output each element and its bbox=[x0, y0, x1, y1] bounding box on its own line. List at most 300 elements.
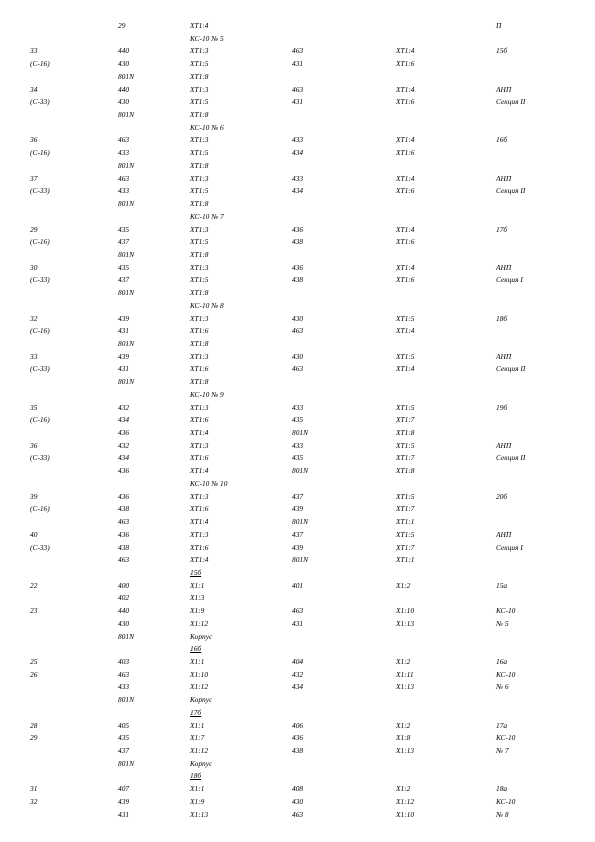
terminal-cell-2: ХТ1:6 bbox=[396, 59, 415, 69]
wire-number-cell-2: 436 bbox=[292, 224, 304, 234]
wire-number-cell-2: 436 bbox=[292, 262, 304, 272]
wire-number-cell-2: 404 bbox=[292, 657, 304, 666]
wire-number-cell: 430 bbox=[118, 97, 130, 107]
destination-cell: Секция II bbox=[496, 453, 526, 463]
table-row bbox=[0, 722, 595, 734]
table-row bbox=[0, 353, 595, 365]
terminal-cell-2: ХТ1:5 bbox=[396, 529, 415, 539]
terminal-cell: Х1:1 bbox=[190, 720, 205, 730]
destination-cell: № 5 bbox=[496, 618, 509, 628]
table-row bbox=[0, 734, 595, 746]
line-number-cell: (С-16) bbox=[30, 326, 50, 336]
terminal-cell: ХТ1:6 bbox=[190, 542, 209, 552]
terminal-cell-2: ХТ1:8 bbox=[396, 428, 415, 438]
terminal-cell: Корпус bbox=[190, 695, 213, 705]
terminal-cell: ХТ1:8 bbox=[190, 249, 209, 259]
destination-cell: КС-10 bbox=[496, 796, 516, 806]
terminal-cell: ХТ1:8 bbox=[190, 199, 209, 209]
wire-number-cell-2: 436 bbox=[292, 733, 304, 743]
terminal-cell-2: ХТ1:5 bbox=[396, 402, 415, 412]
wire-number-cell: 435 bbox=[118, 733, 130, 743]
terminal-cell: ХТ1:6 bbox=[190, 415, 209, 425]
destination-cell: 16а bbox=[496, 657, 508, 666]
terminal-cell: ХТ1:8 bbox=[190, 288, 209, 298]
table-row bbox=[0, 416, 595, 428]
terminal-cell-2: ХТ1:7 bbox=[396, 415, 415, 425]
table-row bbox=[0, 200, 595, 212]
terminal-cell: КС-10 № 8 bbox=[190, 300, 224, 310]
destination-cell: АНП bbox=[496, 84, 512, 94]
table-row bbox=[0, 226, 595, 238]
terminal-cell-2: ХТ1:7 bbox=[396, 453, 415, 463]
table-row bbox=[0, 772, 595, 784]
table-row bbox=[0, 289, 595, 301]
table-row bbox=[0, 594, 595, 606]
wire-number-cell: 432 bbox=[118, 402, 130, 412]
destination-cell: КС-10 bbox=[496, 669, 516, 679]
line-number-cell: 32 bbox=[30, 796, 38, 806]
terminal-cell-2: ХТ1:5 bbox=[396, 351, 415, 361]
wire-number-cell-2: 463 bbox=[292, 84, 304, 94]
table-row bbox=[0, 633, 595, 645]
table-row bbox=[0, 518, 595, 530]
terminal-cell: ХТ1:4 bbox=[190, 555, 209, 565]
wire-number-cell-2: 435 bbox=[292, 453, 304, 463]
wire-number-cell: 432 bbox=[118, 440, 130, 450]
wire-number-cell-2: 438 bbox=[292, 275, 304, 285]
table-row bbox=[0, 213, 595, 225]
line-number-cell: 40 bbox=[30, 529, 38, 539]
table-row bbox=[0, 696, 595, 708]
table-row bbox=[0, 683, 595, 695]
destination-cell: Секция I bbox=[496, 542, 523, 552]
terminal-cell: Корпус bbox=[190, 631, 213, 641]
destination-cell: Секция II bbox=[496, 364, 526, 374]
terminal-cell: ХТ1:3 bbox=[190, 135, 209, 145]
wire-number-cell: 439 bbox=[118, 796, 130, 806]
terminal-cell: ХТ1:3 bbox=[190, 84, 209, 94]
wire-number-cell-2: 434 bbox=[292, 148, 304, 158]
terminal-cell: ХТ1:3 bbox=[190, 173, 209, 183]
wire-number-cell: 407 bbox=[118, 784, 130, 794]
terminal-cell-2: Х1:2 bbox=[396, 720, 411, 730]
terminal-cell: ХТ1:4 bbox=[190, 466, 209, 476]
destination-cell: Секция I bbox=[496, 275, 523, 285]
wire-number-cell-2: 431 bbox=[292, 59, 304, 69]
destination-cell: 17а bbox=[496, 720, 508, 730]
line-number-cell: 25 bbox=[30, 657, 38, 666]
table-row bbox=[0, 569, 595, 581]
terminal-cell: ХТ1:6 bbox=[190, 453, 209, 463]
table-row bbox=[0, 505, 595, 517]
wire-number-cell: 801N bbox=[118, 110, 135, 120]
wire-number-cell: 29 bbox=[118, 21, 126, 30]
table-row bbox=[0, 454, 595, 466]
wire-number-cell: 463 bbox=[118, 135, 130, 145]
terminal-cell: Х1:1 bbox=[190, 657, 205, 666]
wire-number-cell: 430 bbox=[118, 59, 130, 69]
table-row bbox=[0, 747, 595, 759]
terminal-cell: КС-10 № 10 bbox=[190, 478, 228, 488]
terminal-cell-2: Х1:2 bbox=[396, 784, 411, 794]
table-row bbox=[0, 785, 595, 797]
terminal-cell: ХТ1:3 bbox=[190, 402, 209, 412]
destination-cell: Секция II bbox=[496, 97, 526, 107]
terminal-cell: КС-10 № 6 bbox=[190, 122, 224, 132]
line-number-cell: (С-16) bbox=[30, 415, 50, 425]
terminal-cell-2: ХТ1:7 bbox=[396, 504, 415, 514]
line-number-cell: (С-16) bbox=[30, 237, 50, 247]
wire-number-cell-2: 463 bbox=[292, 326, 304, 336]
terminal-cell-2: ХТ1:6 bbox=[396, 275, 415, 285]
table-row bbox=[0, 556, 595, 568]
terminal-cell: Х1:7 bbox=[190, 733, 205, 743]
section-heading: 18б bbox=[190, 771, 202, 781]
line-number-cell: 22 bbox=[30, 580, 38, 590]
terminal-cell-2: Х1:8 bbox=[396, 733, 411, 743]
line-number-cell: (С-16) bbox=[30, 59, 50, 69]
terminal-cell-2: ХТ1:5 bbox=[396, 440, 415, 450]
line-number-cell: 23 bbox=[30, 606, 38, 616]
table-row bbox=[0, 442, 595, 454]
table-row bbox=[0, 365, 595, 377]
terminal-cell: ХТ1:6 bbox=[190, 504, 209, 514]
wire-number-cell: 433 bbox=[118, 186, 130, 196]
wire-number-cell-2: 437 bbox=[292, 529, 304, 539]
terminal-cell-2: ХТ1:5 bbox=[396, 313, 415, 323]
wire-number-cell-2: 463 bbox=[292, 364, 304, 374]
wire-number-cell-2: 430 bbox=[292, 313, 304, 323]
terminal-cell-2: ХТ1:4 bbox=[396, 135, 415, 145]
wire-number-cell: 437 bbox=[118, 275, 130, 285]
wire-number-cell-2: 801N bbox=[292, 555, 309, 565]
line-number-cell: 36 bbox=[30, 440, 38, 450]
wire-number-cell-2: 434 bbox=[292, 186, 304, 196]
wire-number-cell: 801N bbox=[118, 758, 135, 768]
destination-cell: П bbox=[496, 21, 502, 30]
wire-number-cell: 437 bbox=[118, 237, 130, 247]
wire-number-cell: 463 bbox=[118, 669, 130, 679]
wire-number-cell: 431 bbox=[118, 809, 130, 819]
wire-number-cell-2: 433 bbox=[292, 440, 304, 450]
terminal-cell: ХТ1:4 bbox=[190, 428, 209, 438]
table-row bbox=[0, 175, 595, 187]
line-number-cell: 28 bbox=[30, 720, 38, 730]
line-number-cell: 31 bbox=[30, 784, 38, 794]
table-row bbox=[0, 238, 595, 250]
wire-number-cell-2: 463 bbox=[292, 606, 304, 616]
terminal-cell: Х1:3 bbox=[190, 593, 205, 603]
wire-number-cell-2: 433 bbox=[292, 173, 304, 183]
terminal-cell-2: ХТ1:4 bbox=[396, 46, 415, 56]
wire-number-cell: 801N bbox=[118, 160, 135, 170]
table-row bbox=[0, 760, 595, 772]
wire-number-cell-2: 401 bbox=[292, 580, 304, 590]
terminal-cell: ХТ1:5 bbox=[190, 59, 209, 69]
wire-number-cell: 801N bbox=[118, 339, 135, 348]
line-number-cell: 32 bbox=[30, 313, 38, 323]
table-row bbox=[0, 671, 595, 683]
terminal-cell-2: ХТ1:6 bbox=[396, 97, 415, 107]
wire-number-cell: 437 bbox=[118, 746, 130, 756]
wire-number-cell: 463 bbox=[118, 517, 130, 527]
wire-number-cell: 801N bbox=[118, 288, 135, 298]
terminal-cell-2: Х1:13 bbox=[396, 618, 415, 628]
table-row bbox=[0, 136, 595, 148]
table-row bbox=[0, 187, 595, 199]
table-row bbox=[0, 493, 595, 505]
wire-number-cell-2: 437 bbox=[292, 491, 304, 501]
terminal-cell: Корпус bbox=[190, 758, 213, 768]
table-row bbox=[0, 429, 595, 441]
terminal-cell: ХТ1:3 bbox=[190, 491, 209, 501]
terminal-cell: Х1:12 bbox=[190, 746, 209, 756]
wire-number-cell: 436 bbox=[118, 491, 130, 501]
line-number-cell: (С-16) bbox=[30, 504, 50, 514]
line-number-cell: (С-33) bbox=[30, 542, 50, 552]
table-row bbox=[0, 302, 595, 314]
terminal-cell-2: ХТ1:4 bbox=[396, 364, 415, 374]
wire-number-cell: 438 bbox=[118, 542, 130, 552]
table-row bbox=[0, 645, 595, 657]
wire-number-cell: 435 bbox=[118, 262, 130, 272]
terminal-cell: Х1:9 bbox=[190, 606, 205, 616]
terminal-cell: Х1:12 bbox=[190, 682, 209, 692]
wire-number-cell: 801N bbox=[118, 199, 135, 209]
wire-number-cell-2: 435 bbox=[292, 415, 304, 425]
table-row bbox=[0, 340, 595, 352]
table-row bbox=[0, 60, 595, 72]
destination-cell: АНП bbox=[496, 351, 512, 361]
terminal-cell: ХТ1:5 bbox=[190, 275, 209, 285]
line-number-cell: 29 bbox=[30, 733, 38, 743]
terminal-cell: ХТ1:8 bbox=[190, 160, 209, 170]
terminal-cell-2: ХТ1:4 bbox=[396, 326, 415, 336]
terminal-cell: ХТ1:5 bbox=[190, 148, 209, 158]
terminal-cell: ХТ1:3 bbox=[190, 46, 209, 56]
terminal-cell-2: ХТ1:6 bbox=[396, 186, 415, 196]
table-row bbox=[0, 531, 595, 543]
destination-cell: № 7 bbox=[496, 746, 509, 756]
terminal-cell-2: ХТ1:6 bbox=[396, 148, 415, 158]
wire-number-cell-2: 463 bbox=[292, 46, 304, 56]
line-number-cell: 33 bbox=[30, 351, 38, 361]
terminal-cell: ХТ1:8 bbox=[190, 71, 209, 81]
destination-cell: 15а bbox=[496, 580, 508, 590]
wire-number-cell: 463 bbox=[118, 173, 130, 183]
wire-number-cell: 402 bbox=[118, 593, 130, 603]
terminal-cell: ХТ1:3 bbox=[190, 529, 209, 539]
wire-number-cell: 405 bbox=[118, 720, 130, 730]
line-number-cell: 35 bbox=[30, 402, 38, 412]
line-number-cell: 39 bbox=[30, 491, 38, 501]
wire-number-cell-2: 801N bbox=[292, 466, 309, 476]
terminal-cell-2: Х1:10 bbox=[396, 606, 415, 616]
line-number-cell: 34 bbox=[30, 84, 38, 94]
wire-number-cell-2: 438 bbox=[292, 237, 304, 247]
destination-cell: № 8 bbox=[496, 809, 509, 819]
terminal-cell: Х1:12 bbox=[190, 618, 209, 628]
wire-number-cell-2: 439 bbox=[292, 542, 304, 552]
destination-cell: 18а bbox=[496, 784, 508, 794]
terminal-cell: Х1:1 bbox=[190, 784, 205, 794]
destination-cell: АНП bbox=[496, 262, 512, 272]
terminal-cell: КС-10 № 7 bbox=[190, 211, 224, 221]
wire-number-cell-2: 434 bbox=[292, 682, 304, 692]
terminal-cell: ХТ1:8 bbox=[190, 110, 209, 120]
wire-number-cell-2: 438 bbox=[292, 746, 304, 756]
terminal-cell: ХТ1:3 bbox=[190, 224, 209, 234]
wire-number-cell-2: 431 bbox=[292, 97, 304, 107]
wire-number-cell: 440 bbox=[118, 84, 130, 94]
wire-number-cell-2: 801N bbox=[292, 517, 309, 527]
table-row bbox=[0, 798, 595, 810]
wire-number-cell-2: 432 bbox=[292, 669, 304, 679]
wire-number-cell: 434 bbox=[118, 415, 130, 425]
terminal-cell: ХТ1:6 bbox=[190, 326, 209, 336]
wire-number-cell: 436 bbox=[118, 529, 130, 539]
table-row bbox=[0, 22, 595, 34]
wire-number-cell: 440 bbox=[118, 46, 130, 56]
section-heading: 16б bbox=[190, 644, 202, 654]
destination-cell: 15б bbox=[496, 46, 508, 56]
table-row bbox=[0, 811, 595, 823]
wire-number-cell-2: 801N bbox=[292, 428, 309, 438]
wire-number-cell-2: 433 bbox=[292, 135, 304, 145]
wire-number-cell: 439 bbox=[118, 313, 130, 323]
destination-cell: 18б bbox=[496, 313, 508, 323]
wire-number-cell: 801N bbox=[118, 249, 135, 259]
terminal-cell-2: ХТ1:5 bbox=[396, 491, 415, 501]
wire-number-cell: 801N bbox=[118, 377, 135, 387]
destination-cell: 17б bbox=[496, 224, 508, 234]
wire-number-cell: 435 bbox=[118, 224, 130, 234]
table-row bbox=[0, 264, 595, 276]
wire-number-cell: 436 bbox=[118, 466, 130, 476]
terminal-cell-2: Х1:10 bbox=[396, 809, 415, 819]
table-row bbox=[0, 73, 595, 85]
terminal-cell: ХТ1:6 bbox=[190, 364, 209, 374]
table-row bbox=[0, 251, 595, 263]
terminal-cell-2: ХТ1:4 bbox=[396, 173, 415, 183]
destination-cell: 19б bbox=[496, 402, 508, 412]
table-row bbox=[0, 620, 595, 632]
terminal-cell: ХТ1:3 bbox=[190, 440, 209, 450]
terminal-cell-2: Х1:2 bbox=[396, 657, 411, 666]
table-row bbox=[0, 658, 595, 670]
wire-number-cell-2: 408 bbox=[292, 784, 304, 794]
terminal-cell: ХТ1:3 bbox=[190, 313, 209, 323]
destination-cell: АНП bbox=[496, 440, 512, 450]
table-row bbox=[0, 327, 595, 339]
wire-number-cell-2: 431 bbox=[292, 618, 304, 628]
table-row bbox=[0, 86, 595, 98]
table-row bbox=[0, 480, 595, 492]
terminal-cell-2: Х1:2 bbox=[396, 580, 411, 590]
destination-cell: 20б bbox=[496, 491, 508, 501]
wire-number-cell: 431 bbox=[118, 326, 130, 336]
table-row bbox=[0, 582, 595, 594]
terminal-cell: КС-10 № 5 bbox=[190, 33, 224, 43]
line-number-cell: 29 bbox=[30, 224, 38, 234]
wire-number-cell-2: 406 bbox=[292, 720, 304, 730]
destination-cell: АНП bbox=[496, 173, 512, 183]
destination-cell: 16б bbox=[496, 135, 508, 145]
table-row bbox=[0, 35, 595, 47]
section-heading: 17б bbox=[190, 707, 202, 717]
table-row bbox=[0, 47, 595, 59]
terminal-cell-2: Х1:13 bbox=[396, 682, 415, 692]
line-number-cell: (С-33) bbox=[30, 275, 50, 285]
terminal-cell: ХТ1:4 bbox=[190, 517, 209, 527]
wire-number-cell: 463 bbox=[118, 555, 130, 565]
destination-cell: КС-10 bbox=[496, 733, 516, 743]
terminal-cell-2: ХТ1:6 bbox=[396, 237, 415, 247]
terminal-cell: Х1:1 bbox=[190, 580, 205, 590]
wire-number-cell: 801N bbox=[118, 695, 135, 705]
terminal-cell-2: ХТ1:4 bbox=[396, 224, 415, 234]
line-number-cell: (С-33) bbox=[30, 364, 50, 374]
table-row bbox=[0, 391, 595, 403]
terminal-cell: ХТ1:5 bbox=[190, 186, 209, 196]
table-row bbox=[0, 98, 595, 110]
terminal-cell: ХТ1:8 bbox=[190, 339, 209, 348]
line-number-cell: (С-33) bbox=[30, 186, 50, 196]
table-row bbox=[0, 149, 595, 161]
terminal-cell-2: ХТ1:4 bbox=[396, 262, 415, 272]
line-number-cell: 37 bbox=[30, 173, 38, 183]
terminal-cell: ХТ1:4 bbox=[190, 21, 209, 30]
table-row bbox=[0, 124, 595, 136]
terminal-cell: ХТ1:3 bbox=[190, 262, 209, 272]
wire-number-cell: 438 bbox=[118, 504, 130, 514]
table-row bbox=[0, 607, 595, 619]
table-row bbox=[0, 276, 595, 288]
wire-number-cell: 440 bbox=[118, 606, 130, 616]
terminal-cell: Х1:9 bbox=[190, 796, 205, 806]
terminal-cell-2: ХТ1:8 bbox=[396, 466, 415, 476]
line-number-cell: 33 bbox=[30, 46, 38, 56]
wire-number-cell-2: 463 bbox=[292, 809, 304, 819]
terminal-cell-2: ХТ1:1 bbox=[396, 517, 415, 527]
destination-cell: АНП bbox=[496, 529, 512, 539]
line-number-cell: 36 bbox=[30, 135, 38, 145]
wire-number-cell: 403 bbox=[118, 657, 130, 666]
wire-number-cell: 430 bbox=[118, 618, 130, 628]
wire-number-cell-2: 439 bbox=[292, 504, 304, 514]
table-row bbox=[0, 467, 595, 479]
wire-number-cell: 400 bbox=[118, 580, 130, 590]
terminal-cell: ХТ1:5 bbox=[190, 237, 209, 247]
terminal-cell-2: Х1:13 bbox=[396, 746, 415, 756]
terminal-cell-2: ХТ1:1 bbox=[396, 555, 415, 565]
wire-number-cell: 433 bbox=[118, 682, 130, 692]
table-row bbox=[0, 111, 595, 123]
terminal-cell-2: Х1:12 bbox=[396, 796, 415, 806]
table-row bbox=[0, 378, 595, 390]
line-number-cell: (С-16) bbox=[30, 148, 50, 158]
line-number-cell: 26 bbox=[30, 669, 38, 679]
wire-number-cell: 431 bbox=[118, 364, 130, 374]
terminal-cell: ХТ1:5 bbox=[190, 97, 209, 107]
terminal-cell-2: Х1:11 bbox=[396, 669, 414, 679]
wire-number-cell: 436 bbox=[118, 428, 130, 438]
destination-cell: Секция II bbox=[496, 186, 526, 196]
wire-number-cell: 433 bbox=[118, 148, 130, 158]
terminal-cell: ХТ1:3 bbox=[190, 351, 209, 361]
line-number-cell: (С-33) bbox=[30, 453, 50, 463]
table-row bbox=[0, 315, 595, 327]
